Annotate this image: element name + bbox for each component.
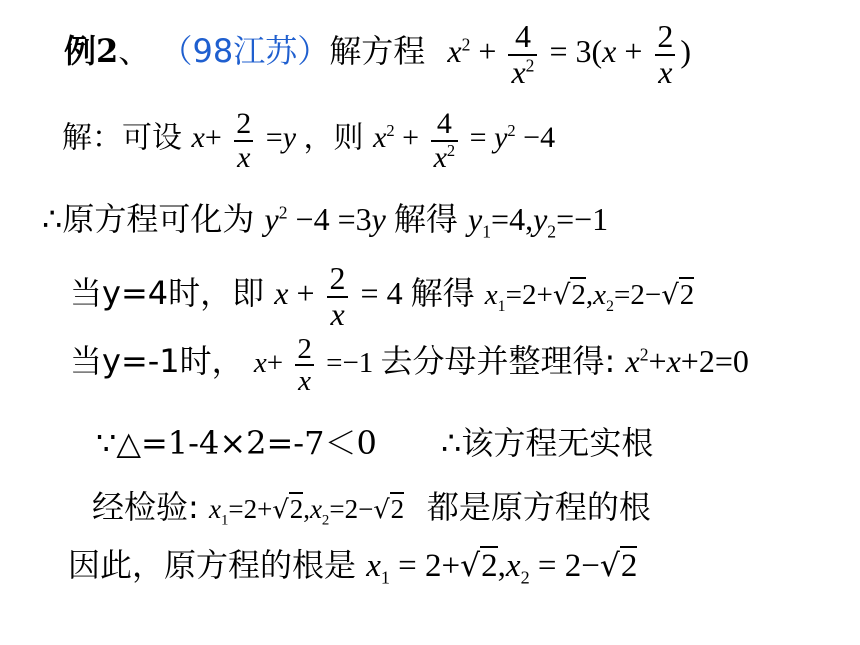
solve-word-2: 解得 bbox=[410, 273, 475, 312]
then-word: ，则 bbox=[303, 120, 364, 156]
x-solutions-case-y4: $x_1=2+√2,x_2=2-√2$ bbox=[484, 278, 695, 315]
case-y-minus1-lead: 当y=-1时， bbox=[70, 342, 244, 381]
case-y4-line bbox=[70, 262, 694, 331]
quadratic-in-y: $y^2 -4 =3y$ bbox=[264, 201, 386, 237]
substitution-lead: 解：可设 bbox=[62, 120, 182, 156]
case-y4-lead: 当y=4时，即 bbox=[70, 273, 265, 312]
no-real-root-statement: ∴该方程无实根 bbox=[441, 424, 654, 462]
solve-word-1: 解得 bbox=[393, 200, 458, 238]
check-lead: 经检验: bbox=[92, 488, 199, 526]
equation-problem: $x^2$ + $\frac{4}{x^2}$ = 3(x + $\frac{2}{x}$ ) bbox=[447, 18, 692, 90]
example-label: 例2 bbox=[64, 31, 119, 70]
checked-roots: $x_1=2+√2,x_2=2-√2$ bbox=[208, 494, 405, 529]
separator: 、 bbox=[118, 31, 151, 70]
substitution-expression: x+ $\frac{2}{x}$ =y bbox=[191, 107, 297, 174]
case-y4-equation: x + $\frac{2}{x}$ = 4 bbox=[274, 260, 403, 332]
squared-identity: $x^2$ + $\frac{4}{x^2}$ = $y^2 -4$ bbox=[373, 107, 556, 174]
case-y-minus1-line bbox=[70, 334, 749, 397]
final-answer-line bbox=[68, 540, 637, 589]
check-line bbox=[92, 482, 651, 529]
transformed-line bbox=[42, 194, 608, 242]
substitution-line bbox=[62, 108, 555, 173]
discriminant-line bbox=[96, 418, 653, 464]
discriminant-statement: ∵△=1-4×2=-7＜0 bbox=[96, 424, 377, 462]
simplify-word: 去分母并整理得: bbox=[380, 342, 616, 381]
y-solutions: $y_1=4,y_2=-1$ bbox=[468, 201, 609, 242]
source-tag: （98江苏） bbox=[160, 31, 330, 70]
final-roots: $x_1 = 2+√2,x_2 = 2-√2$ bbox=[366, 548, 638, 588]
example-title-line bbox=[64, 20, 691, 89]
quadratic-in-x: $x^2+x+2=0$ bbox=[625, 343, 749, 380]
fraction-4-over-x2: $\frac{4}{x^2}$ bbox=[508, 20, 537, 89]
task-text: 解方程 bbox=[329, 31, 426, 70]
transformed-lead: ∴原方程可化为 bbox=[42, 200, 255, 238]
final-lead: 因此，原方程的根是 bbox=[68, 546, 357, 584]
case-y-minus1-equation: x+ $\frac{2}{x}$ =−1 bbox=[253, 333, 374, 398]
check-conclusion: 都是原方程的根 bbox=[426, 488, 651, 526]
fraction-2-over-x: $\frac{2}{x}$ bbox=[654, 20, 676, 89]
